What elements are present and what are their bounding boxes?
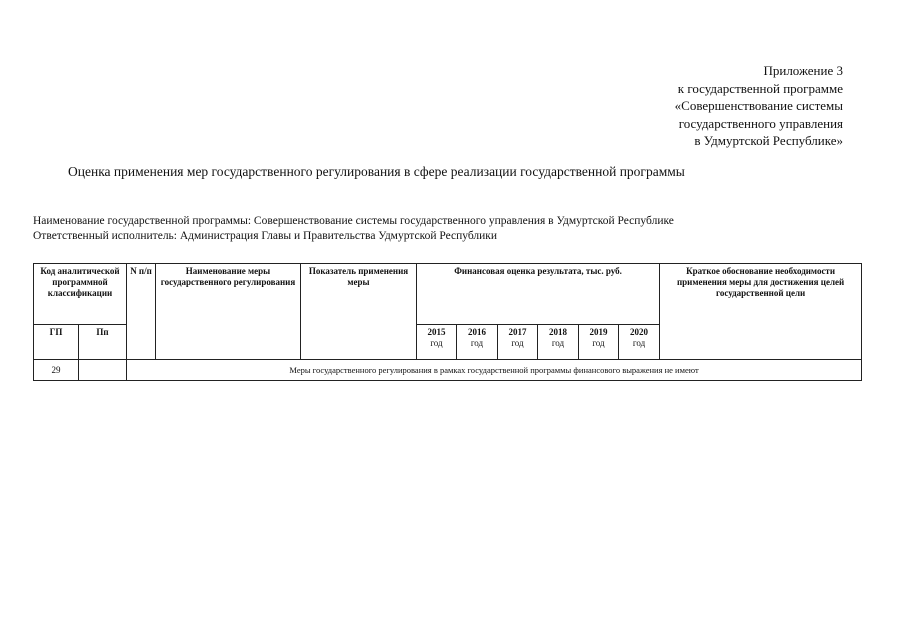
document-title: Оценка применения мер государственного регулирования в сфере реализации государственной программы bbox=[68, 164, 685, 179]
table-row bbox=[34, 360, 862, 381]
header-year: 2015 год bbox=[417, 325, 457, 360]
regulation-table bbox=[33, 263, 862, 381]
header-number: N п/п bbox=[127, 264, 156, 360]
header-code: Код аналитической программной классификации bbox=[34, 264, 127, 325]
header-year: 2020 год bbox=[619, 325, 660, 360]
header-justification: Краткое обоснование необходимости применения меры для достижения целей государственной цели bbox=[660, 264, 862, 360]
cell-gp: 29 bbox=[34, 360, 79, 381]
appendix-line: Приложение 3 bbox=[763, 63, 843, 78]
header-year: 2018 год bbox=[538, 325, 579, 360]
appendix-block bbox=[675, 62, 843, 150]
header-year: 2019 год bbox=[579, 325, 619, 360]
header-financial-estimate: Финансовая оценка результата, тыс. руб. bbox=[417, 264, 660, 325]
appendix-line: к государственной программе bbox=[677, 80, 843, 96]
header-row bbox=[34, 264, 862, 325]
header-gp: ГП bbox=[34, 325, 79, 360]
header-indicator: Показатель применения меры bbox=[301, 264, 417, 360]
program-name: Наименование государственной программы: Совершенствование системы государственного управления в Удмуртской Республике bbox=[33, 215, 674, 227]
program-meta bbox=[33, 214, 674, 244]
header-year: 2017 год bbox=[498, 325, 538, 360]
header-measure-name: Наименование меры государственного регулирования bbox=[156, 264, 301, 360]
responsible-executor: Ответственный исполнитель: Администрация Главы и Правительства Удмуртской Республики bbox=[33, 230, 498, 242]
header-year: 2016 год bbox=[457, 325, 498, 360]
appendix-line: «Совершенствование системы bbox=[674, 98, 843, 113]
cell-pp bbox=[79, 360, 127, 381]
appendix-line: в Удмуртской Республике» bbox=[694, 133, 843, 148]
cell-note: Меры государственного регулирования в рамках государственной программы финансового выражения не имеют bbox=[127, 360, 862, 381]
header-pp: Пп bbox=[79, 325, 127, 360]
appendix-line: государственного управления bbox=[678, 115, 843, 131]
